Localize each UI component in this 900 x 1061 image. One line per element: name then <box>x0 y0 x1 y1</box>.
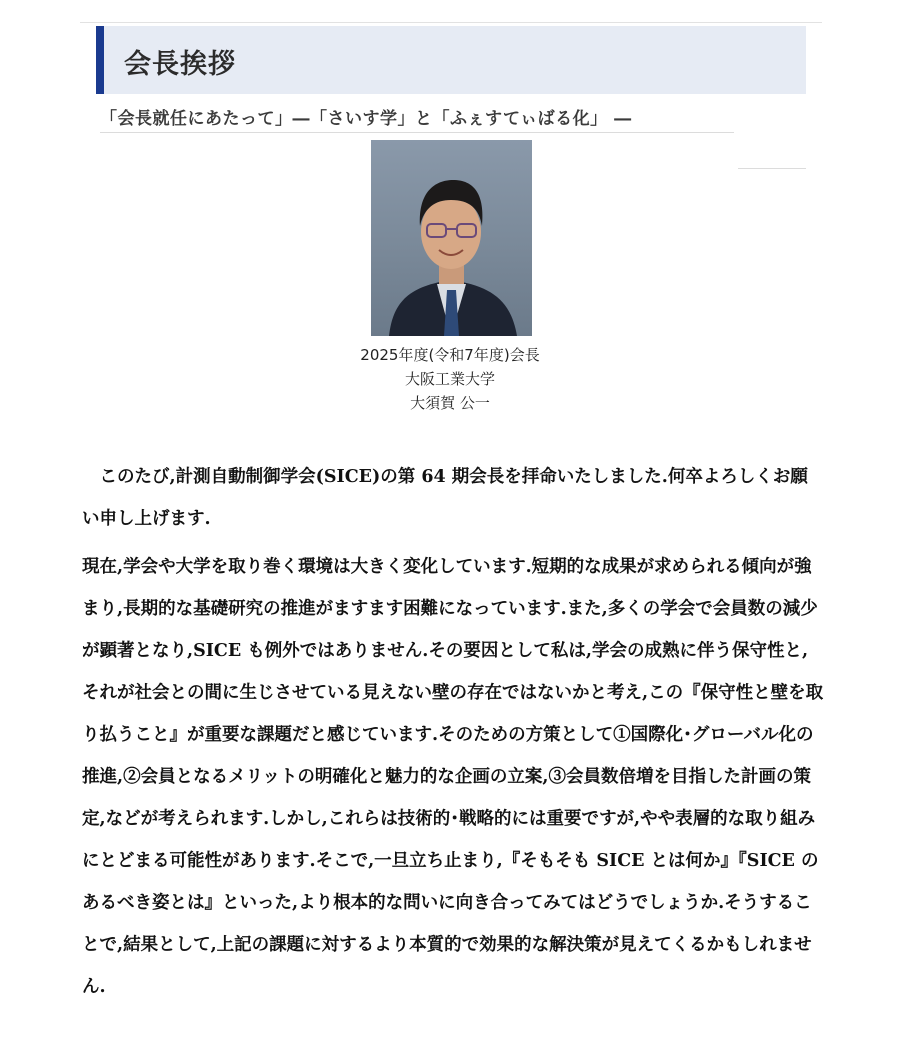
greeting-subtitle: 「会長就任にあたって」―「さいす学」と「ふぇすてぃばる化」 ― <box>100 109 632 129</box>
caption-term: 2025年度(令和7年度)会長 <box>360 346 540 364</box>
president-portrait <box>371 140 532 336</box>
greeting-body <box>82 456 824 1008</box>
page-header <box>96 26 806 94</box>
portrait-caption <box>250 343 650 415</box>
page-title: 会長挨拶 <box>124 49 236 80</box>
subtitle-divider <box>100 132 734 133</box>
president-portrait-icon <box>371 140 532 336</box>
side-divider <box>738 168 806 169</box>
caption-affiliation: 大阪工業大学 <box>404 370 495 388</box>
body-paragraph-2: 現在,学会や大学を取り巻く環境は大きく変化しています.短期的な成果が求められる傾向が強まり,長期的な基礎研究の推進がますます困難になっています.また,多くの学会で会員数の減少が顕著となり,SICE も例外ではありません.その要因として私は,学会の成熟に伴う保守性と,それが社会との間に生じさせている見えない壁の存在ではないかと考え,この『保守性と壁を取り払うこと』が重要な課題だと感じています.そのための方策として①国際化･グローバル化の推進,②会員となるメリットの明確化と魅力的な企画の立案,③会員数倍増を目指した計画の策定,などが考えられます.しかし,これらは技術的･戦略的には重要ですが,やや表層的な取り組みにとどまる可能性があります.そこで,一旦立ち止まり,『そもそも SICE とは何か』『SICE のあるべき姿とは』といった,より根本的な問いに向き合ってみてはどうでしょうか.そうすることで,結果として,上記の課題に対するより本質的で効果的な解決策が見えてくるかもしれません. <box>82 557 824 997</box>
caption-name: 大須賀 公一 <box>410 394 490 412</box>
top-divider <box>80 22 822 23</box>
body-paragraph-1: このたび,計測自動制御学会(SICE)の第 64 期会長を拝命いたしました.何卒よろしくお願い申し上げます. <box>82 467 808 529</box>
